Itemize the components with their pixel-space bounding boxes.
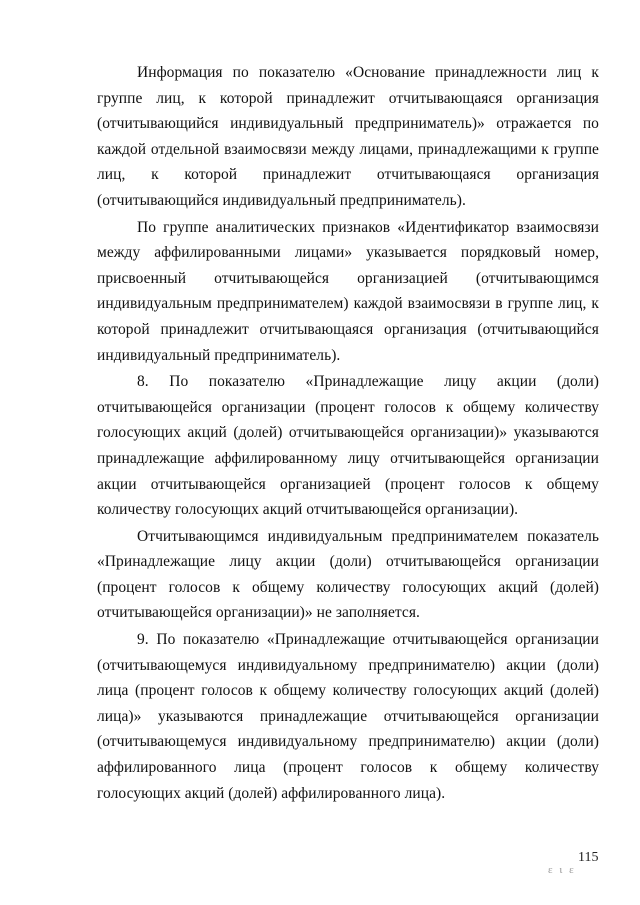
paragraph-item-8: 8. По показателю «Принадлежащие лицу акции (доли) отчитывающейся организации (процент голосов к общему количеству голосующих акций (долей) отчитывающейся организации)» указываются принадлежащие аффилированному лицу отчитывающейся организации акции отчитывающейся организацией (процент голосов к общему количеству голосующих акций отчитывающейся организации).: [97, 373, 599, 519]
paragraph-group-membership-basis: Информация по показателю «Основание принадлежности лиц к группе лиц, к которой принадлежит отчитывающаяся организация (отчитывающийся индивидуальный предприниматель)» отражается по каждой отдельной взаимосвязи между лицами, принадлежащими к группе лиц, к которой принадлежит отчитывающаяся организация (отчитывающийся индивидуальный предприниматель).: [97, 64, 599, 209]
paragraph-item-9: 9. По показателю «Принадлежащие отчитывающейся организации (отчитывающемуся индивидуальному предпринимателю) акции (доли) лица (процент голосов к общему количеству голосующих акций (долей) лица)» указываются принадлежащие отчитывающейся организации (отчитывающемуся индивидуальному предпринимателю) акции (доли) аффилированного лица (процент голосов к общему количеству голосующих акций (долей) аффилированного лица).: [97, 631, 599, 802]
paragraph-sole-entrepreneur-note: Отчитывающимся индивидуальным предпринимателем показатель «Принадлежащие лицу акции (доли) отчитывающейся организации (процент голосов к общему количеству голосующих акций (долей) отчитывающейся организации)» не заполняется.: [97, 527, 599, 622]
document-body: [97, 60, 599, 807]
faint-stamp-mark: ε ι ε: [548, 864, 576, 876]
page-number: 115: [578, 850, 599, 865]
paragraph-relationship-identifier: По группе аналитических признаков «Идентификатор взаимосвязи между аффилированными лицами» указывается порядковый номер, присвоенный отчитывающейся организацией (отчитывающимся индивидуальным предпринимателем) каждой взаимосвязи в группе лиц, к которой принадлежит отчитывающаяся организация (отчитывающийся индивидуальный предприниматель).: [97, 218, 599, 364]
